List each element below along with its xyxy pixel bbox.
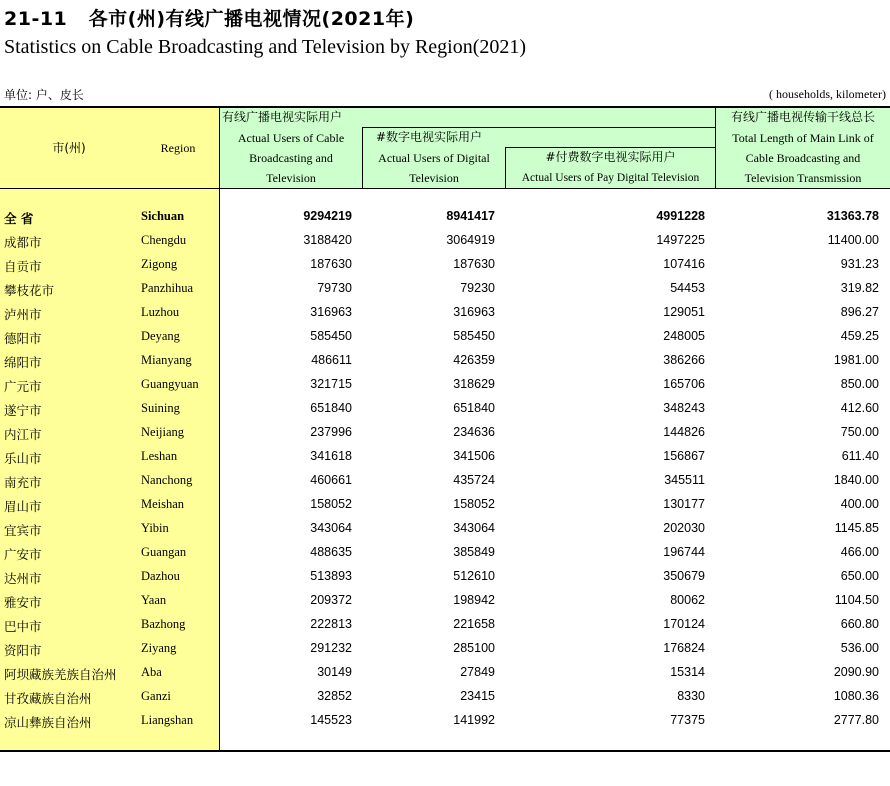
region-name-en: Chengdu — [141, 233, 187, 247]
table-row — [0, 517, 890, 541]
table-row — [0, 469, 890, 493]
region-name-cn: 达州市 — [4, 571, 42, 586]
main-link-length-value: 611.40 — [841, 449, 879, 463]
actual-users-value: 9294219 — [303, 209, 352, 223]
actual-users-value: 321715 — [310, 377, 352, 391]
pay-digital-users-value: 54453 — [670, 281, 705, 295]
main-link-length-value: 466.00 — [840, 545, 879, 559]
digital-users-value: 512610 — [453, 569, 495, 583]
table-row — [0, 709, 890, 733]
pay-digital-users-value: 129051 — [663, 305, 705, 319]
digital-users-value: 285100 — [453, 641, 495, 655]
digital-users-value: 435724 — [453, 473, 495, 487]
header-actual-en: Actual Users of Cable Broadcasting and Television — [237, 131, 345, 185]
actual-users-value: 291232 — [310, 641, 352, 655]
header-pay-en: Actual Users of Pay Digital Television — [521, 172, 700, 184]
region-name-cn: 遂宁市 — [4, 403, 42, 418]
table-bottom-rule — [0, 750, 890, 752]
main-link-length-value: 750.00 — [840, 425, 879, 439]
pay-digital-users-value: 386266 — [663, 353, 705, 367]
digital-users-value: 158052 — [453, 497, 495, 511]
actual-users-value: 32852 — [317, 689, 352, 703]
table-row — [0, 277, 890, 301]
region-name-en: Meishan — [141, 497, 185, 511]
pay-digital-users-value: 130177 — [663, 497, 705, 511]
header-length-en: Total Length of Main Link of Cable Broadcasting and Television Transmission — [732, 131, 874, 185]
digital-users-value: 426359 — [453, 353, 495, 367]
digital-users-value: 23415 — [460, 689, 495, 703]
region-name-cn: 资阳市 — [4, 643, 42, 658]
region-name-en: Guangyuan — [141, 377, 199, 391]
main-link-length-value: 896.27 — [840, 305, 879, 319]
main-link-length-value: 400.00 — [840, 497, 879, 511]
region-name-en: Ziyang — [141, 641, 177, 655]
region-name-cn: 德阳市 — [4, 331, 42, 346]
header-region: Region — [160, 141, 196, 155]
region-name-en: Yibin — [141, 521, 169, 535]
region-name-cn: 广元市 — [4, 379, 42, 394]
header-length-cn: 有线广播电视传输干线总长 — [730, 110, 875, 124]
main-link-length-value: 1080.36 — [833, 689, 879, 703]
region-name-en: Suining — [141, 401, 180, 415]
header-city-cn: 市(州) — [52, 141, 86, 155]
main-link-length-value: 1840.00 — [833, 473, 879, 487]
main-link-length-value: 319.82 — [840, 281, 879, 295]
table-row — [0, 493, 890, 517]
main-link-length-value: 1981.00 — [833, 353, 879, 367]
table-row-total — [0, 205, 890, 229]
pay-digital-users-value: 1497225 — [656, 233, 705, 247]
table-row — [0, 253, 890, 277]
digital-users-value: 234636 — [453, 425, 495, 439]
pay-digital-users-value: 165706 — [663, 377, 705, 391]
region-name-en: Deyang — [141, 329, 180, 343]
digital-users-value: 8941417 — [446, 209, 495, 223]
digital-users-value: 187630 — [453, 257, 495, 271]
main-link-length-value: 1145.85 — [834, 521, 879, 535]
main-link-length-value: 536.00 — [840, 641, 879, 655]
pay-digital-users-value: 345511 — [664, 473, 705, 487]
region-name-en: Dazhou — [141, 569, 180, 583]
table-row — [0, 397, 890, 421]
table-number: 21-11 — [4, 8, 68, 30]
actual-users-value: 460661 — [310, 473, 352, 487]
actual-users-value: 158052 — [310, 497, 352, 511]
region-name-cn: 甘孜藏族自治州 — [4, 691, 92, 706]
region-name-cn: 成都市 — [4, 235, 42, 250]
actual-users-value: 488635 — [310, 545, 352, 559]
region-name-en: Neijiang — [141, 425, 185, 439]
actual-users-value: 3188420 — [303, 233, 352, 247]
region-name-cn: 乐山市 — [4, 451, 42, 466]
region-name-en: Liangshan — [141, 713, 194, 727]
table-row — [0, 301, 890, 325]
pay-digital-users-value: 156867 — [663, 449, 705, 463]
digital-users-value: 385849 — [453, 545, 495, 559]
main-link-length-value: 2090.90 — [833, 665, 879, 679]
main-link-length-value: 11400.00 — [827, 233, 879, 247]
pay-digital-users-value: 144826 — [663, 425, 705, 439]
region-name-en: Nanchong — [141, 473, 193, 487]
region-name-en: Ganzi — [141, 689, 171, 703]
region-name-en: Yaan — [141, 593, 167, 607]
actual-users-value: 222813 — [310, 617, 352, 631]
pay-digital-users-value: 202030 — [663, 521, 705, 535]
table-row — [0, 685, 890, 709]
pay-digital-users-value: 107416 — [663, 257, 705, 271]
digital-users-value: 585450 — [453, 329, 495, 343]
region-name-cn: 全 省 — [4, 211, 34, 226]
main-link-length-value: 650.00 — [840, 569, 879, 583]
pay-digital-users-value: 248005 — [663, 329, 705, 343]
table-row — [0, 589, 890, 613]
digital-users-value: 651840 — [453, 401, 495, 415]
pay-digital-users-value: 170124 — [663, 617, 705, 631]
actual-users-value: 316963 — [310, 305, 352, 319]
main-link-length-value: 412.60 — [840, 401, 879, 415]
table-row — [0, 661, 890, 685]
region-name-cn: 自贡市 — [4, 259, 42, 274]
region-name-cn: 宜宾市 — [4, 523, 42, 538]
pay-digital-users-value: 196744 — [663, 545, 705, 559]
page-title-cn — [4, 4, 414, 31]
main-link-length-value: 459.25 — [840, 329, 879, 343]
digital-users-value: 141992 — [453, 713, 495, 727]
region-name-en: Luzhou — [141, 305, 180, 319]
region-name-cn: 凉山彝族自治州 — [4, 715, 92, 730]
table-row — [0, 637, 890, 661]
region-name-en: Panzhihua — [141, 281, 194, 295]
pay-digital-users-value: 8330 — [677, 689, 705, 703]
region-name-en: Zigong — [141, 257, 178, 271]
region-name-cn: 内江市 — [4, 427, 42, 442]
region-name-cn: 广安市 — [4, 547, 42, 562]
region-name-en: Leshan — [141, 449, 178, 463]
digital-users-value: 79230 — [460, 281, 495, 295]
region-name-en: Aba — [141, 665, 162, 679]
main-link-length-value: 1104.50 — [834, 593, 879, 607]
actual-users-value: 585450 — [310, 329, 352, 343]
table-row — [0, 349, 890, 373]
table-row — [0, 229, 890, 253]
digital-users-value: 221658 — [453, 617, 495, 631]
title-text-cn: 各市(州)有线广播电视情况(2021年) — [88, 8, 415, 30]
header-actual-group-cn: 有线广播电视实际用户 — [222, 110, 343, 124]
digital-users-value: 343064 — [453, 521, 495, 535]
region-name-cn: 攀枝花市 — [4, 283, 55, 298]
pay-digital-users-value: 176824 — [663, 641, 705, 655]
digital-users-value: 198942 — [453, 593, 495, 607]
actual-users-value: 209372 — [310, 593, 352, 607]
actual-users-value: 341618 — [310, 449, 352, 463]
pay-digital-users-value: 15314 — [670, 665, 705, 679]
pay-digital-users-value: 80062 — [670, 593, 705, 607]
main-link-length-value: 931.23 — [840, 257, 879, 271]
unit-label-en: ( households, kilometer) — [769, 87, 886, 101]
header-pay-cn: #付费数字电视实际用户 — [545, 150, 676, 164]
region-name-cn: 泸州市 — [4, 307, 42, 322]
table-row — [0, 421, 890, 445]
main-link-length-value: 2777.80 — [833, 713, 879, 727]
main-link-length-value: 31363.78 — [826, 209, 879, 223]
main-link-length-value: 850.00 — [840, 377, 879, 391]
region-name-cn: 巴中市 — [4, 619, 42, 634]
table-row — [0, 325, 890, 349]
region-name-cn: 雅安市 — [4, 595, 42, 610]
table-row — [0, 373, 890, 397]
actual-users-value: 79730 — [317, 281, 352, 295]
actual-users-value: 486611 — [311, 353, 352, 367]
page-title-en: Statistics on Cable Broadcasting and Television by Region(2021) — [4, 36, 527, 58]
table-row — [0, 565, 890, 589]
region-name-cn: 眉山市 — [4, 499, 42, 514]
actual-users-value: 513893 — [310, 569, 352, 583]
digital-users-value: 341506 — [453, 449, 495, 463]
pay-digital-users-value: 348243 — [663, 401, 705, 415]
table-row — [0, 445, 890, 469]
region-name-en: Bazhong — [141, 617, 186, 631]
region-name-en: Guangan — [141, 545, 187, 559]
pay-digital-users-value: 350679 — [663, 569, 705, 583]
digital-users-value: 27849 — [460, 665, 495, 679]
digital-users-value: 316963 — [453, 305, 495, 319]
region-name-en: Sichuan — [141, 209, 185, 223]
actual-users-value: 30149 — [317, 665, 352, 679]
pay-digital-users-value: 4991228 — [656, 209, 705, 223]
actual-users-value: 651840 — [310, 401, 352, 415]
digital-users-value: 318629 — [453, 377, 495, 391]
main-link-length-value: 660.80 — [840, 617, 879, 631]
actual-users-value: 343064 — [310, 521, 352, 535]
header-digital-cn: #数字电视实际用户 — [376, 130, 483, 144]
region-name-cn: 南充市 — [4, 475, 42, 490]
table-row — [0, 613, 890, 637]
actual-users-value: 187630 — [310, 257, 352, 271]
region-name-cn: 绵阳市 — [4, 355, 42, 370]
region-name-en: Mianyang — [141, 353, 192, 367]
actual-users-value: 145523 — [310, 713, 352, 727]
region-name-cn: 阿坝藏族羌族自治州 — [4, 667, 117, 682]
unit-label-cn: 单位: 户、皮长 — [4, 88, 84, 102]
digital-users-value: 3064919 — [446, 233, 495, 247]
actual-users-value: 237996 — [310, 425, 352, 439]
table-row — [0, 541, 890, 565]
pay-digital-users-value: 77375 — [670, 713, 705, 727]
header-digital-en: Actual Users of Digital Television — [378, 151, 490, 185]
header-bottom-rule — [0, 188, 890, 189]
